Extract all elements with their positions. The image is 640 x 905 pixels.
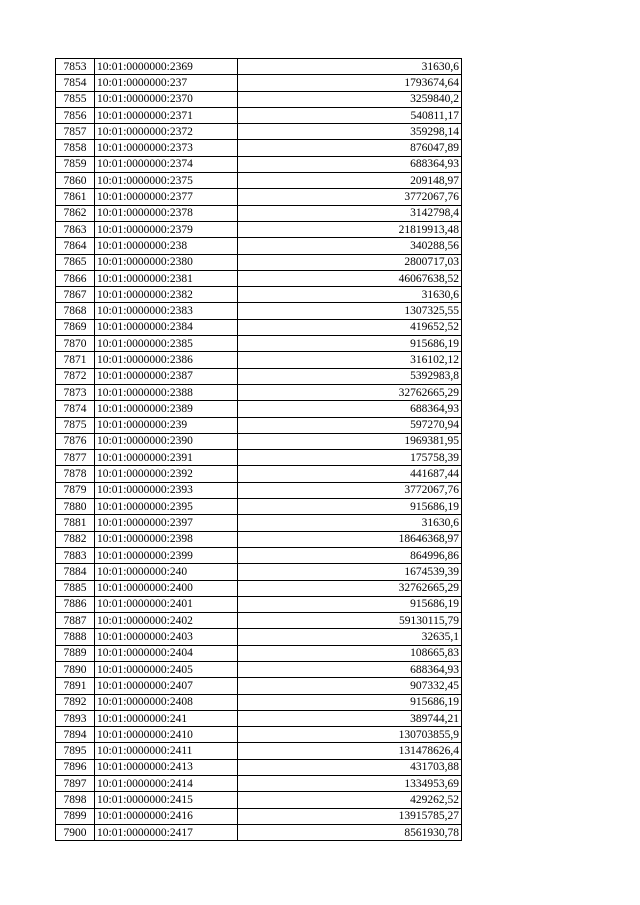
cadastral-number-cell: 10:01:0000000:2408 xyxy=(95,694,238,710)
value-cell: 175758,39 xyxy=(238,450,462,466)
value-cell: 431703,88 xyxy=(238,759,462,775)
row-number-cell: 7882 xyxy=(56,531,95,547)
row-number-cell: 7867 xyxy=(56,287,95,303)
value-cell: 8561930,78 xyxy=(238,824,462,840)
row-number-cell: 7873 xyxy=(56,384,95,400)
cadastral-number-cell: 10:01:0000000:2379 xyxy=(95,221,238,237)
cadastral-number-cell: 10:01:0000000:2375 xyxy=(95,173,238,189)
cadastral-number-cell: 10:01:0000000:239 xyxy=(95,417,238,433)
cadastral-number-cell: 10:01:0000000:2384 xyxy=(95,319,238,335)
table-row xyxy=(56,401,462,417)
row-number-cell: 7894 xyxy=(56,727,95,743)
cadastral-number-cell: 10:01:0000000:2373 xyxy=(95,140,238,156)
row-number-cell: 7859 xyxy=(56,156,95,172)
table-row xyxy=(56,466,462,482)
cadastral-number-cell: 10:01:0000000:2377 xyxy=(95,189,238,205)
table-row xyxy=(56,140,462,156)
table-row xyxy=(56,205,462,221)
value-cell: 13915785,27 xyxy=(238,808,462,824)
table-row xyxy=(56,221,462,237)
value-cell: 31630,6 xyxy=(238,59,462,75)
value-cell: 597270,94 xyxy=(238,417,462,433)
value-cell: 359298,14 xyxy=(238,124,462,140)
row-number-cell: 7854 xyxy=(56,75,95,91)
cadastral-number-cell: 10:01:0000000:2391 xyxy=(95,450,238,466)
value-cell: 915686,19 xyxy=(238,336,462,352)
table-row xyxy=(56,808,462,824)
cadastral-number-cell: 10:01:0000000:2381 xyxy=(95,270,238,286)
table-row xyxy=(56,417,462,433)
row-number-cell: 7870 xyxy=(56,336,95,352)
row-number-cell: 7891 xyxy=(56,678,95,694)
table-row xyxy=(56,107,462,123)
value-cell: 5392983,8 xyxy=(238,368,462,384)
value-cell: 131478626,4 xyxy=(238,743,462,759)
cadastral-number-cell: 10:01:0000000:240 xyxy=(95,564,238,580)
row-number-cell: 7877 xyxy=(56,450,95,466)
cadastral-number-cell: 10:01:0000000:2387 xyxy=(95,368,238,384)
table-row xyxy=(56,254,462,270)
table-row xyxy=(56,776,462,792)
row-number-cell: 7872 xyxy=(56,368,95,384)
cadastral-number-cell: 10:01:0000000:2393 xyxy=(95,482,238,498)
cadastral-number-cell: 10:01:0000000:2403 xyxy=(95,629,238,645)
row-number-cell: 7879 xyxy=(56,482,95,498)
cadastral-number-cell: 10:01:0000000:2378 xyxy=(95,205,238,221)
value-cell: 3772067,76 xyxy=(238,189,462,205)
row-number-cell: 7864 xyxy=(56,238,95,254)
table-row xyxy=(56,433,462,449)
cadastral-number-cell: 10:01:0000000:2395 xyxy=(95,499,238,515)
table-row xyxy=(56,75,462,91)
cadastral-number-cell: 10:01:0000000:2411 xyxy=(95,743,238,759)
row-number-cell: 7866 xyxy=(56,270,95,286)
row-number-cell: 7868 xyxy=(56,303,95,319)
table-row xyxy=(56,824,462,840)
value-cell: 540811,17 xyxy=(238,107,462,123)
row-number-cell: 7884 xyxy=(56,564,95,580)
row-number-cell: 7863 xyxy=(56,221,95,237)
row-number-cell: 7890 xyxy=(56,661,95,677)
cadastral-number-cell: 10:01:0000000:2388 xyxy=(95,384,238,400)
cadastral-number-cell: 10:01:0000000:2380 xyxy=(95,254,238,270)
cadastral-number-cell: 10:01:0000000:2386 xyxy=(95,352,238,368)
value-cell: 441687,44 xyxy=(238,466,462,482)
table-row xyxy=(56,336,462,352)
cadastral-number-cell: 10:01:0000000:2390 xyxy=(95,433,238,449)
cadastral-number-cell: 10:01:0000000:2404 xyxy=(95,645,238,661)
cadastral-number-cell: 10:01:0000000:2370 xyxy=(95,91,238,107)
value-cell: 688364,93 xyxy=(238,156,462,172)
table-row xyxy=(56,352,462,368)
cadastral-value-table xyxy=(55,58,462,841)
row-number-cell: 7853 xyxy=(56,59,95,75)
row-number-cell: 7865 xyxy=(56,254,95,270)
cadastral-number-cell: 10:01:0000000:2398 xyxy=(95,531,238,547)
value-cell: 2800717,03 xyxy=(238,254,462,270)
table-row xyxy=(56,156,462,172)
value-cell: 1674539,39 xyxy=(238,564,462,580)
cadastral-number-cell: 10:01:0000000:2417 xyxy=(95,824,238,840)
cadastral-number-cell: 10:01:0000000:2374 xyxy=(95,156,238,172)
row-number-cell: 7886 xyxy=(56,596,95,612)
value-cell: 3142798,4 xyxy=(238,205,462,221)
cadastral-number-cell: 10:01:0000000:2415 xyxy=(95,792,238,808)
row-number-cell: 7892 xyxy=(56,694,95,710)
cadastral-number-cell: 10:01:0000000:2397 xyxy=(95,515,238,531)
value-cell: 915686,19 xyxy=(238,499,462,515)
table-row xyxy=(56,450,462,466)
value-cell: 864996,86 xyxy=(238,547,462,563)
value-cell: 419652,52 xyxy=(238,319,462,335)
value-cell: 3772067,76 xyxy=(238,482,462,498)
row-number-cell: 7887 xyxy=(56,613,95,629)
table-row xyxy=(56,270,462,286)
cadastral-number-cell: 10:01:0000000:2414 xyxy=(95,776,238,792)
cadastral-number-cell: 10:01:0000000:237 xyxy=(95,75,238,91)
value-cell: 876047,89 xyxy=(238,140,462,156)
value-cell: 1307325,55 xyxy=(238,303,462,319)
cadastral-number-cell: 10:01:0000000:2410 xyxy=(95,727,238,743)
cadastral-number-cell: 10:01:0000000:2372 xyxy=(95,124,238,140)
value-cell: 316102,12 xyxy=(238,352,462,368)
value-cell: 915686,19 xyxy=(238,694,462,710)
row-number-cell: 7876 xyxy=(56,433,95,449)
table-row xyxy=(56,238,462,254)
table-row xyxy=(56,319,462,335)
table-row xyxy=(56,727,462,743)
table-row xyxy=(56,596,462,612)
value-cell: 59130115,79 xyxy=(238,613,462,629)
value-cell: 130703855,9 xyxy=(238,727,462,743)
value-cell: 907332,45 xyxy=(238,678,462,694)
table-row xyxy=(56,613,462,629)
table-row xyxy=(56,59,462,75)
cadastral-number-cell: 10:01:0000000:2369 xyxy=(95,59,238,75)
table-row xyxy=(56,124,462,140)
row-number-cell: 7883 xyxy=(56,547,95,563)
cadastral-number-cell: 10:01:0000000:2371 xyxy=(95,107,238,123)
value-cell: 32635,1 xyxy=(238,629,462,645)
table-row xyxy=(56,287,462,303)
row-number-cell: 7862 xyxy=(56,205,95,221)
table-row xyxy=(56,189,462,205)
row-number-cell: 7860 xyxy=(56,173,95,189)
table-row xyxy=(56,678,462,694)
table-row xyxy=(56,743,462,759)
row-number-cell: 7885 xyxy=(56,580,95,596)
table-row xyxy=(56,547,462,563)
table-row xyxy=(56,482,462,498)
value-cell: 32762665,29 xyxy=(238,384,462,400)
cadastral-number-cell: 10:01:0000000:2400 xyxy=(95,580,238,596)
row-number-cell: 7896 xyxy=(56,759,95,775)
value-cell: 429262,52 xyxy=(238,792,462,808)
row-number-cell: 7871 xyxy=(56,352,95,368)
cadastral-number-cell: 10:01:0000000:241 xyxy=(95,710,238,726)
row-number-cell: 7878 xyxy=(56,466,95,482)
value-cell: 21819913,48 xyxy=(238,221,462,237)
cadastral-number-cell: 10:01:0000000:2385 xyxy=(95,336,238,352)
table-row xyxy=(56,759,462,775)
table-row xyxy=(56,173,462,189)
row-number-cell: 7900 xyxy=(56,824,95,840)
row-number-cell: 7897 xyxy=(56,776,95,792)
cadastral-number-cell: 10:01:0000000:238 xyxy=(95,238,238,254)
value-cell: 46067638,52 xyxy=(238,270,462,286)
row-number-cell: 7856 xyxy=(56,107,95,123)
cadastral-number-cell: 10:01:0000000:2405 xyxy=(95,661,238,677)
cadastral-number-cell: 10:01:0000000:2416 xyxy=(95,808,238,824)
value-cell: 1793674,64 xyxy=(238,75,462,91)
value-cell: 108665,83 xyxy=(238,645,462,661)
table-row xyxy=(56,384,462,400)
row-number-cell: 7875 xyxy=(56,417,95,433)
value-cell: 31630,6 xyxy=(238,515,462,531)
value-cell: 1334953,69 xyxy=(238,776,462,792)
value-cell: 31630,6 xyxy=(238,287,462,303)
cadastral-number-cell: 10:01:0000000:2401 xyxy=(95,596,238,612)
table-row xyxy=(56,564,462,580)
table-row xyxy=(56,531,462,547)
table-row xyxy=(56,580,462,596)
table-row xyxy=(56,792,462,808)
table-row xyxy=(56,91,462,107)
value-cell: 3259840,2 xyxy=(238,91,462,107)
row-number-cell: 7858 xyxy=(56,140,95,156)
row-number-cell: 7861 xyxy=(56,189,95,205)
row-number-cell: 7888 xyxy=(56,629,95,645)
table-row xyxy=(56,515,462,531)
cadastral-number-cell: 10:01:0000000:2383 xyxy=(95,303,238,319)
value-cell: 688364,93 xyxy=(238,401,462,417)
table-row xyxy=(56,368,462,384)
cadastral-number-cell: 10:01:0000000:2392 xyxy=(95,466,238,482)
row-number-cell: 7899 xyxy=(56,808,95,824)
table-row xyxy=(56,629,462,645)
cadastral-number-cell: 10:01:0000000:2389 xyxy=(95,401,238,417)
table-row xyxy=(56,499,462,515)
value-cell: 915686,19 xyxy=(238,596,462,612)
value-cell: 32762665,29 xyxy=(238,580,462,596)
value-cell: 389744,21 xyxy=(238,710,462,726)
table-row xyxy=(56,645,462,661)
row-number-cell: 7895 xyxy=(56,743,95,759)
value-cell: 688364,93 xyxy=(238,661,462,677)
row-number-cell: 7893 xyxy=(56,710,95,726)
table-row xyxy=(56,303,462,319)
value-cell: 209148,97 xyxy=(238,173,462,189)
table-row xyxy=(56,710,462,726)
row-number-cell: 7880 xyxy=(56,499,95,515)
value-cell: 340288,56 xyxy=(238,238,462,254)
row-number-cell: 7898 xyxy=(56,792,95,808)
value-cell: 18646368,97 xyxy=(238,531,462,547)
table-row xyxy=(56,694,462,710)
row-number-cell: 7874 xyxy=(56,401,95,417)
cadastral-number-cell: 10:01:0000000:2402 xyxy=(95,613,238,629)
cadastral-number-cell: 10:01:0000000:2399 xyxy=(95,547,238,563)
value-cell: 1969381,95 xyxy=(238,433,462,449)
row-number-cell: 7869 xyxy=(56,319,95,335)
cadastral-number-cell: 10:01:0000000:2413 xyxy=(95,759,238,775)
row-number-cell: 7881 xyxy=(56,515,95,531)
cadastral-number-cell: 10:01:0000000:2382 xyxy=(95,287,238,303)
row-number-cell: 7857 xyxy=(56,124,95,140)
row-number-cell: 7855 xyxy=(56,91,95,107)
cadastral-number-cell: 10:01:0000000:2407 xyxy=(95,678,238,694)
table-body xyxy=(56,59,462,841)
table-row xyxy=(56,661,462,677)
row-number-cell: 7889 xyxy=(56,645,95,661)
